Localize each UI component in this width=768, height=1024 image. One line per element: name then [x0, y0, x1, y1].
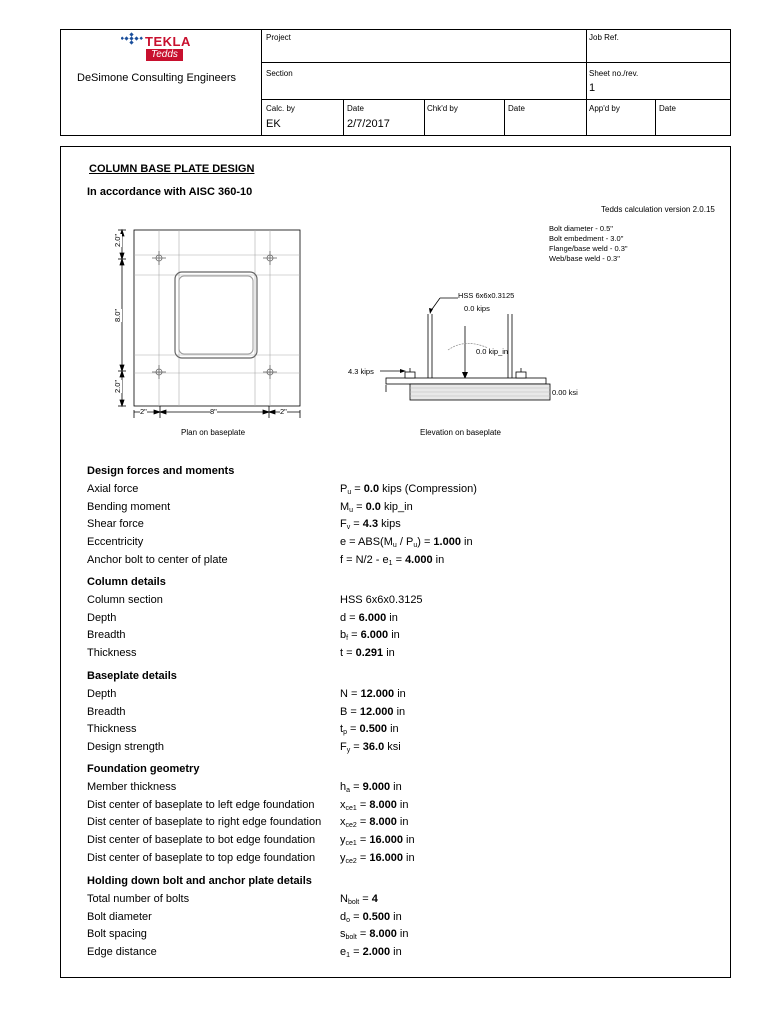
row-value: $t_p = 0.500$ in — [340, 723, 399, 737]
job-ref-label: Job Ref. — [589, 33, 619, 42]
row-value: t = 0.291 in — [340, 647, 395, 660]
page-title: COLUMN BASE PLATE DESIGN — [89, 163, 255, 175]
row-label: Dist center of baseplate to right edge foundation — [87, 816, 322, 829]
row-label: Bending moment — [87, 500, 171, 513]
section-heading: Baseplate details — [87, 670, 177, 682]
row-value: d = 6.000 in — [340, 611, 398, 624]
row-value: $F_y = 36.0$ ksi — [340, 741, 401, 755]
row-label: Axial force — [87, 483, 139, 495]
header-divider — [261, 99, 730, 100]
sheet-value: 1 — [589, 82, 596, 94]
calc-by-label: Calc. by — [266, 104, 295, 113]
plan-dim-center: 8" — [210, 407, 217, 416]
row-label: Member thickness — [87, 781, 177, 793]
row-value: $M_u = 0.0$ kip_in — [340, 500, 413, 514]
row-label: Total number of bolts — [87, 893, 190, 905]
calc-by-value: EK — [266, 118, 281, 130]
header-block — [60, 29, 731, 136]
row-label: Thickness — [87, 723, 137, 736]
section-heading: Foundation geometry — [87, 763, 200, 775]
section-heading: Holding down bolt and anchor plate details — [87, 875, 312, 887]
elevation-section-label: HSS 6x6x0.3125 — [458, 291, 515, 300]
header-divider — [261, 30, 262, 135]
notes-block — [549, 224, 628, 264]
plan-dim-left: 2" — [140, 407, 147, 416]
row-label: Dist center of baseplate to bot edge foundation — [87, 834, 316, 847]
row-label: Shear force — [87, 518, 144, 531]
elevation-axial-label: 0.0 kips — [464, 304, 490, 313]
header-divider — [586, 30, 587, 135]
row-value: $x_{ce2} = 8.000$ in — [340, 816, 409, 830]
date-label: Date — [659, 104, 676, 113]
row-value: B = 12.000 in — [340, 705, 406, 718]
row-label: Breadth — [87, 629, 126, 642]
row-value: $P_u = 0.0$ kips (Compression) — [340, 483, 477, 496]
row-value: $d_o = 0.500$ in — [340, 910, 402, 924]
row-value: $b_f = 6.000$ in — [340, 629, 400, 643]
logo-text: TEKLA — [145, 34, 191, 49]
date-label: Date — [508, 104, 525, 113]
row-value: $s_{bolt} = 8.000$ in — [340, 928, 409, 942]
section-heading: Column details — [87, 576, 166, 588]
note-item: Web/base weld - 0.3" — [549, 254, 620, 263]
row-label: Thickness — [87, 647, 137, 660]
row-value: $e = ABS(M_u / P_u) = 1.000$ in — [340, 536, 473, 550]
header-divider — [504, 99, 505, 135]
row-value: $e_1 = 2.000$ in — [340, 946, 402, 960]
row-label: Depth — [87, 688, 117, 700]
row-label: Depth — [87, 611, 117, 624]
section-label: Section — [266, 69, 293, 78]
row-label: Anchor bolt to center of plate — [87, 553, 228, 566]
plan-dim-mid: 8.0" — [113, 308, 122, 322]
row-label: Dist center of baseplate to top edge foundation — [87, 851, 316, 864]
plan-dim-bot: 2.0" — [113, 379, 122, 393]
elevation-pressure-label: 0.00 ksi — [552, 388, 578, 397]
checked-by-label: Chk'd by — [427, 104, 458, 113]
row-value: $y_{ce2} = 16.000$ in — [340, 851, 415, 865]
page-subtitle: In accordance with AISC 360-10 — [87, 186, 253, 198]
elevation-shear-label: 4.3 kips — [348, 367, 374, 376]
row-value: $f = N/2 - e_1 = 4.000$ in — [340, 553, 445, 567]
bolt-icons — [152, 251, 277, 379]
header-divider — [261, 62, 730, 63]
version-text: Tedds calculation version 2.0.15 — [601, 205, 715, 214]
approved-by-label: App'd by — [589, 104, 620, 113]
row-label: Bolt spacing — [87, 928, 147, 941]
row-label: Dist center of baseplate to left edge foundation — [87, 798, 315, 811]
company-name: DeSimone Consulting Engineers — [77, 72, 236, 84]
row-label: Design strength — [87, 741, 165, 754]
row-value: $x_{ce1} = 8.000$ in — [340, 798, 409, 812]
row-label: Eccentricity — [87, 536, 144, 549]
logo-subtext: Tedds — [146, 49, 183, 61]
elevation-moment-label: 0.0 kip_in — [476, 347, 509, 356]
row-value: HSS 6x6x0.3125 — [340, 594, 423, 606]
header-divider — [424, 99, 425, 135]
row-label: Breadth — [87, 705, 126, 718]
section-heading: Design forces and moments — [87, 465, 235, 477]
row-label: Bolt diameter — [87, 910, 152, 923]
elevation-caption: Elevation on baseplate — [420, 428, 501, 437]
header-divider — [655, 99, 656, 135]
column-inner — [179, 276, 253, 354]
row-value: $F_v = 4.3$ kips — [340, 518, 401, 532]
plan-dim-top: 2.0" — [113, 233, 122, 247]
sheet-label: Sheet no./rev. — [589, 69, 639, 78]
row-value: $y_{ce1} = 16.000$ in — [340, 834, 415, 848]
note-item: Flange/base weld - 0.3" — [549, 244, 628, 253]
date-label: Date — [347, 104, 364, 113]
baseplate-elevation — [386, 378, 546, 384]
row-label: Column section — [87, 594, 163, 606]
plan-dim-right: 2" — [280, 407, 287, 416]
project-label: Project — [266, 33, 291, 42]
row-value: $N_{bolt} = 4$ — [340, 893, 378, 906]
column-outline — [175, 272, 257, 358]
row-label: Edge distance — [87, 946, 157, 959]
header-divider — [343, 99, 344, 135]
plan-caption: Plan on baseplate — [181, 428, 246, 437]
note-item: Bolt embedment - 3.0" — [549, 234, 624, 243]
row-value: $h_a = 9.000$ in — [340, 781, 402, 794]
date-value: 2/7/2017 — [347, 118, 390, 130]
row-value: N = 12.000 in — [340, 688, 406, 700]
tekla-logo-icon — [121, 32, 143, 48]
note-item: Bolt diameter - 0.5" — [549, 224, 613, 233]
